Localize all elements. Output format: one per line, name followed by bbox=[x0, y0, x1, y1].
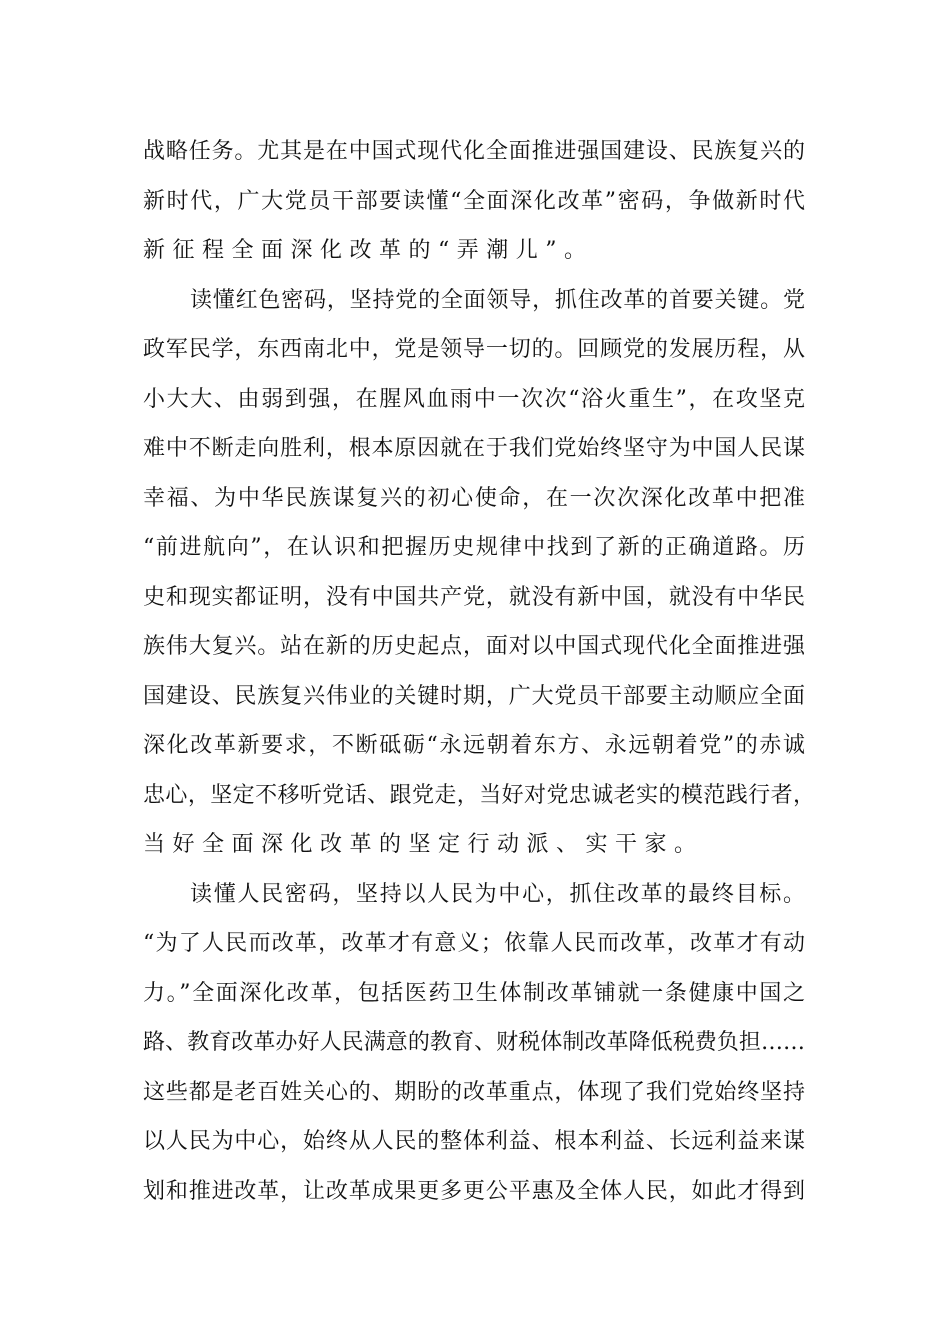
text-line: 难中不断走向胜利，根本原因就在于我们党始终坚守为中国人民谋 bbox=[143, 436, 805, 461]
text-line: 政军民学，东西南北中，党是领导一切的。回顾党的发展历程，从 bbox=[143, 337, 805, 362]
text-line: 以人民为中心，始终从人民的整体利益、根本利益、长远利益来谋 bbox=[143, 1129, 805, 1154]
text-line: 战略任务。尤其是在中国式现代化全面推进强国建设、民族复兴的 bbox=[143, 139, 805, 164]
text-line: 国建设、民族复兴伟业的关键时期，广大党员干部要主动顺应全面 bbox=[143, 683, 805, 709]
text-line: 这些都是老百姓关心的、期盼的改革重点，体现了我们党始终坚持 bbox=[143, 1079, 805, 1105]
paragraph-start: 读懂人民密码，坚持以人民为中心，抓住改革的最终目标。 bbox=[190, 881, 805, 907]
text-line: “为了人民而改革，改革才有意义；依靠人民而改革，改革才有动 bbox=[143, 931, 805, 956]
text-line: 力。”全面深化改革，包括医药卫生体制改革铺就一条健康中国之 bbox=[143, 980, 805, 1006]
text-line: “前进航向”，在认识和把握历史规律中找到了新的正确道路。历 bbox=[143, 535, 805, 560]
text-line: 当好全面深化改革的坚定行动派、实干家。 bbox=[143, 832, 704, 857]
text-line: 新时代，广大党员干部要读懂“全面深化改革”密码，争做新时代 bbox=[143, 188, 805, 214]
text-line: 深化改革新要求，不断砥砺“永远朝着东方、永远朝着党”的赤诚 bbox=[143, 733, 805, 758]
text-line: 史和现实都证明，没有中国共产党，就没有新中国，就没有中华民 bbox=[143, 584, 805, 610]
text-line: 忠心，坚定不移听党话、跟党走，当好对党忠诚老实的模范践行者， bbox=[143, 782, 815, 808]
text-line: 幸福、为中华民族谋复兴的初心使命，在一次次深化改革中把准 bbox=[143, 485, 805, 511]
text-line: 划和推进改革，让改革成果更多更公平惠及全体人民，如此才得到 bbox=[143, 1178, 805, 1204]
text-line: 路、教育改革办好人民满意的教育、财税体制改革降低税费负担…… bbox=[143, 1030, 805, 1055]
text-line: 族伟大复兴。站在新的历史起点，面对以中国式现代化全面推进强 bbox=[143, 634, 805, 659]
document-body bbox=[143, 127, 815, 1216]
text-line: 小大大、由弱到强，在腥风血雨中一次次“浴火重生”，在攻坚克 bbox=[143, 386, 805, 412]
paragraph-start: 读懂红色密码，坚持党的全面领导，抓住改革的首要关键。党 bbox=[190, 287, 805, 313]
text-line: 新征程全面深化改革的“弄潮儿”。 bbox=[143, 238, 594, 263]
